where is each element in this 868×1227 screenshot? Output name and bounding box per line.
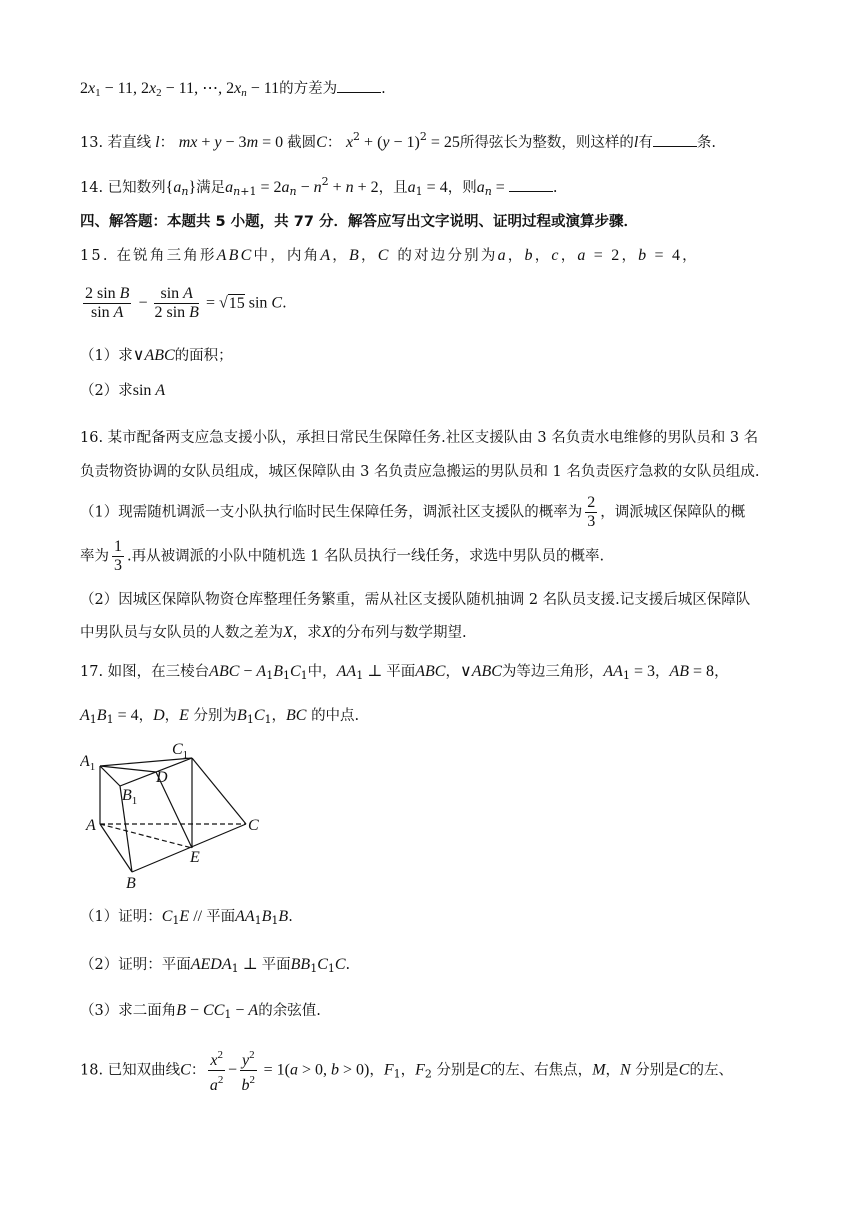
question-17-line2: $A_1B_1 = 4$，D，E 分别为$B_1C_1$，BC 的中点. xyxy=(80,707,360,726)
question-13: 13. 若直线 l： mx + y − 3m = 0 截圆C： $x^2 + (y - 1)^2 = 25$所得弦长为整数，则这样的l有 条. xyxy=(80,130,716,151)
label-a: A xyxy=(86,817,96,834)
question-17-part2: （2）证明：平面$AEDA_1$ ⊥ 平面$BB_1C_1C$. xyxy=(80,956,351,975)
question-16-line6: 中男队员与女队员的人数之差为X，求X的分布列与数学期望. xyxy=(80,624,467,641)
edge-bc xyxy=(132,824,246,872)
label-d: D xyxy=(156,769,168,786)
question-16-line3: （1）现需随机调派一支小队执行临时民生保障任务，调派社区支援队的概率为 $\frac{2}{3}$ ，调派城区保障队的概 xyxy=(80,494,746,530)
label-c: C xyxy=(248,817,259,834)
question-16-line1: 16. 某市配备两支应急支援小队，承担日常民生保障任务.社区支援队由 3 名负责水电维修的男队员和 3 名 xyxy=(80,430,759,446)
question-14: 14. 已知数列$\{a_n\}$满足$a_{n+1} = 2a_n - n^2 + n + 2$，且$a_1 = 4$，则$a_n$ = . xyxy=(80,175,558,198)
label-c1: $C_1$ xyxy=(172,741,189,761)
question-15-formula: $\frac{\text{2 sin B}}{\text{sin A}}$ − $\frac{\text{sin A}}{\text{2 sin B}}$ = √15 sin C. xyxy=(85,285,287,321)
question-17-line1: 17. 如图，在三棱台ABC − $A_1B_1C_1$中，$AA_1$ ⊥ 平面ABC，∨ABC为等边三角形，$AA_1 = 3$，AB = 8， xyxy=(80,663,729,682)
question-15-line1: 15. 在锐角三角形ABC中，内角A，B，C 的对边分别为a，b，c，a = 2，b = 4， xyxy=(80,247,699,264)
frustum-figure xyxy=(80,738,280,896)
question-15-part1: （1）求∨ABC的面积； xyxy=(80,347,233,364)
label-e: E xyxy=(190,849,200,866)
answer-blank xyxy=(653,132,697,147)
question-18-line1: 18. 已知双曲线C： $\frac{x^2}{a^2}$ − $\frac{y^2}{b^2}$ = 1(a > 0, b > 0)，$F_1$，$F_2$ 分别是C的左、右焦点，M，N 分别是C的左、 xyxy=(80,1046,808,1092)
edge-a1b1 xyxy=(100,766,120,786)
variance-line: $2x_1 - 11$, $2x_2 - 11$, ⋯, $2x_n - 11$的方差为 . xyxy=(80,80,386,99)
question-17-part3: （3）求二面角$B - CC_1 - A$的余弦值. xyxy=(80,1002,321,1021)
label-b: B xyxy=(126,875,136,892)
label-a1: $A_1$ xyxy=(80,753,96,773)
question-17-part1: （1）证明：$C_1E$ // 平面$AA_1B_1B$. xyxy=(80,908,293,927)
segment-a1d xyxy=(100,766,156,772)
question-15-part2: （2）求sin A xyxy=(80,382,166,399)
edge-cc1 xyxy=(192,758,246,824)
answer-blank xyxy=(337,78,381,93)
question-16-line5: （2）因城区保障队物资仓库整理任务繁重，需从社区支援队随机抽调 2 名队员支援.记支援后城区保障队 xyxy=(80,592,751,608)
section-heading: 四、解答题：本题共 5 小题，共 77 分．解答应写出文字说明、证明过程或演算步骤． xyxy=(80,214,638,230)
edge-a1c1 xyxy=(100,758,192,766)
question-16-line2: 负责物资协调的女队员组成，城区保障队由 3 名负责应急搬运的男队员和 1 名负责医疗急救的女队员组成. xyxy=(80,464,760,480)
answer-blank xyxy=(509,177,553,192)
question-16-line4: 率为 $\frac{1}{3}$ .再从被调派的小队中随机选 1 名队员执行一线任务，求选中男队员的概率. xyxy=(80,538,605,574)
label-b1: $B_1$ xyxy=(122,787,138,807)
